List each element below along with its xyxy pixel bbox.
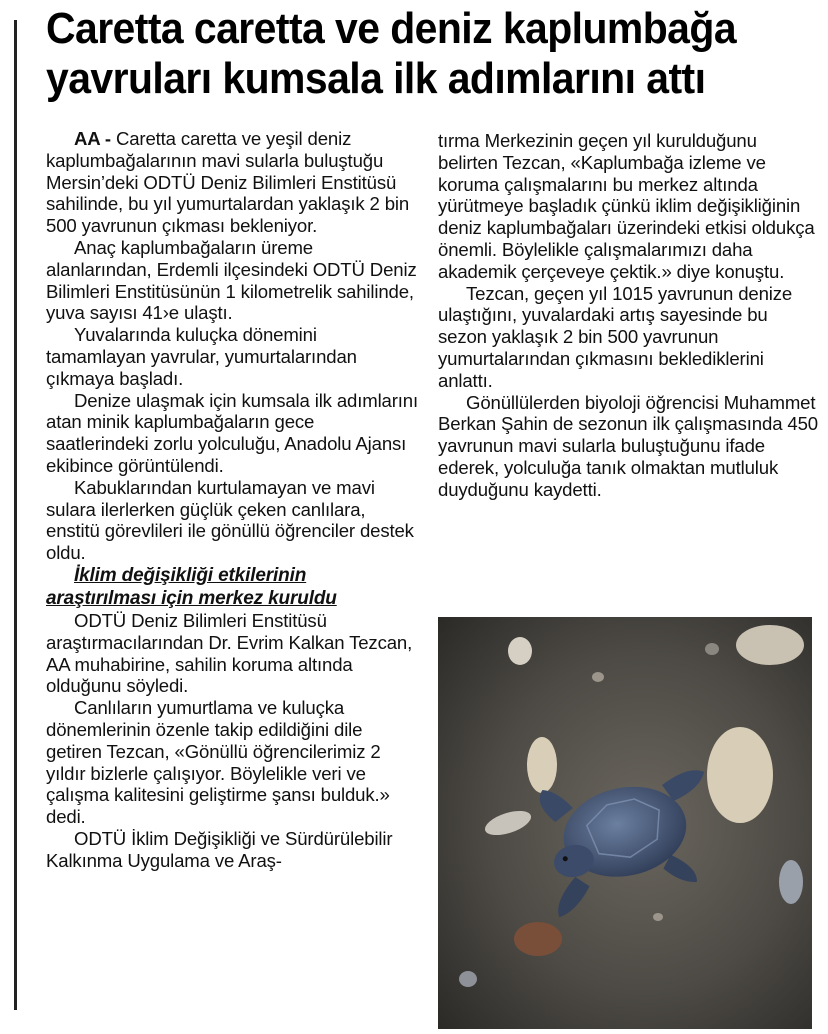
column-rule (14, 20, 17, 1010)
shell-pebble (705, 643, 719, 655)
shell-pebble (527, 737, 557, 793)
shell-pebble (592, 672, 604, 682)
shell-pebble (508, 637, 532, 665)
article-column-left (46, 128, 418, 872)
shell-pebble (707, 727, 773, 823)
paragraph-8b: tırma Merkezinin geçen yıl kurulduğunu belirten Tezcan, «Kaplumbağa izleme ve koruma çalışmalarını bu merkez altında yürütmeye başladık çünkü iklim değişikliğinin deniz kaplumbağaları üzerindeki etkisi oldukça önemli. Böylelikle çalışmalarımızı daha akademik çerçeveye çektik.» diye konuştu. (438, 130, 815, 282)
paragraph-5: Kabuklarından kurtulamayan ve mavi sulara ilerlerken güçlük çeken canlılara, enstitü görevlileri ile gönüllü öğrenciler destek oldu. (46, 476, 414, 564)
paragraph-10: Gönüllülerden biyoloji öğrencisi Muhammet Berkan Şahin de sezonun ilk çalışmasında 450 yavrunun mavi sularla buluştuğunu ifade ederek, yolculuğa tanık olmaktan mutluluk duyduğunu kaydetti. (438, 391, 818, 500)
headline (46, 4, 762, 104)
headline-line-2: yavruları kumsala ilk adımlarını attı (46, 54, 706, 103)
paragraph-7: Canlıların yumurtlama ve kuluçka dönemlerinin özenle takip edildiğini dile getiren Tezcan, «Gönüllü öğrencilerimiz 2 yıldır bizlerle çalışıyor. Böylelikle veri ve çalışma kalitesini geliştirme şansı bulduk.» dedi. (46, 697, 390, 828)
paragraph-8a: ODTÜ İklim Değişikliği ve Sürdürülebilir Kalkınma Uygulama ve Araş- (46, 827, 393, 871)
paragraph-6: ODTÜ Deniz Bilimleri Enstitüsü araştırmacılarından Dr. Evrim Kalkan Tezcan, AA muhabirine, sahilin koruma altında olduğunu söyledi. (46, 609, 413, 697)
paragraph-9: Tezcan, geçen yıl 1015 yavrunun denize ulaştığını, yuvalardaki artış sayesinde bu sezon yaklaşık 2 bin 500 yavrunun yumurtalarından çıkmasını beklediklerini anlattı. (438, 282, 793, 391)
shell-pebble (459, 971, 477, 987)
shell-pebble (779, 860, 803, 904)
shell-pebble (736, 625, 804, 665)
shell-pebble (514, 922, 562, 956)
source-credit: AA - (74, 128, 111, 149)
turtle-hatchling-photo (438, 617, 812, 1029)
headline-line-1: Caretta caretta ve deniz kaplumbağa (46, 4, 737, 53)
paragraph-1: AA - Caretta caretta ve yeşil deniz kaplumbağalarının mavi sularla buluştuğu Mersin’deki ODTÜ Deniz Bilimleri Enstitüsü sahilinde, bu yıl yumurtalardan yaklaşık 2 bin 500 yavrunun çıkması bekleniyor. (46, 128, 410, 237)
paragraph-2: Anaç kaplumbağaların üreme alanlarından, Erdemli ilçesindeki ODTÜ Deniz Bilimleri Enstitüsünün 1 kilometrelik sahilinde, yuva sayısı 41›e ulaştı. (46, 236, 417, 324)
section-subhead: İklim değişikliği etkilerinin araştırılması için merkez kuruldu (46, 564, 337, 609)
shell-pebble (653, 913, 663, 921)
article-column-right (438, 130, 818, 501)
paragraph-4: Denize ulaşmak için kumsala ilk adımlarını atan minik kaplumbağaların gece saatlerindeki zorlu yolculuğu, Anadolu Ajansı ekibince görüntülendi. (46, 389, 419, 476)
paragraph-3: Yuvalarında kuluçka dönemini tamamlayan yavrular, yumurtalarından çıkmaya başladı. (46, 324, 357, 389)
photo-illustration (438, 617, 812, 1029)
